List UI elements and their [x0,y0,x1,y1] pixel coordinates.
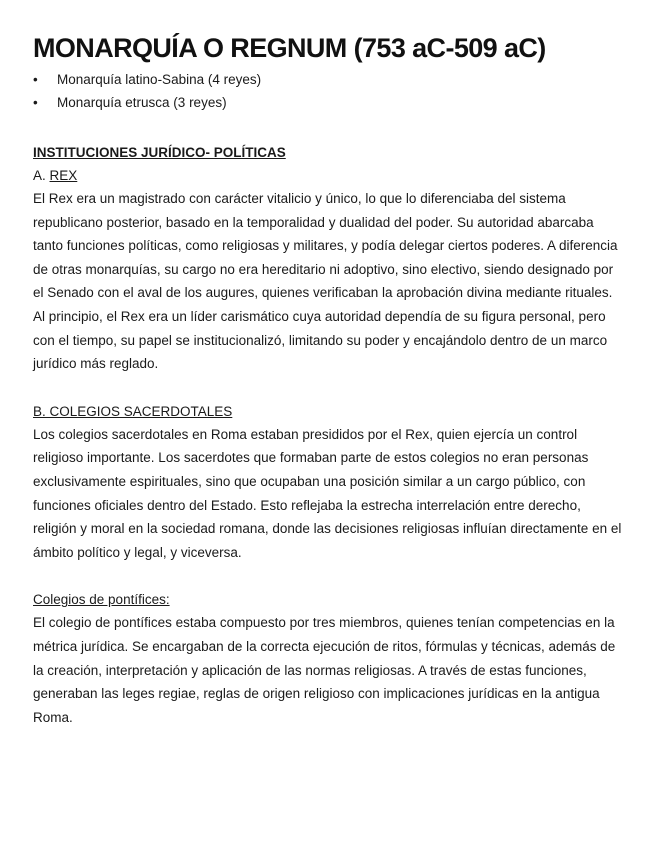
bullet-icon: • [33,95,38,110]
spacer [33,376,625,400]
paragraph-colegios: Los colegios sacerdotales en Roma estaban presididos por el Rex, quien ejercía un control religioso importante. Los sacerdotes que formaban parte de estos colegios no eran personas exclusivamente espirituales, sino que ocupaban una posición similar a un cargo público, con funciones oficiales dentro del Estado. Esto reflejaba la estrecha interrelación entre derecho, religión y moral en la sociedad romana, donde las decisiones religiosas influían directamente en el ámbito político y legal, y viceversa. [33,426,622,560]
list-item [33,91,625,114]
bullet-list [33,68,625,114]
document-page [33,30,625,729]
subsection-label: REX [49,168,78,183]
subsection-heading-colegios: B. COLEGIOS SACERDOTALES [33,403,233,419]
paragraph-pontifices: El colegio de pontífices estaba compuesto por tres miembros, quienes tenían competencias en la métrica jurídica. Se encargaban de la correcta ejecución de ritos, fórmulas y técnicas, además de la creación, interpretación y aplicación de las normas religiosas. A través de estas funciones, generaban las leges regiae, reglas de origen religioso con implicaciones jurídicas en la antigua Roma. [33,615,616,725]
list-item [33,68,625,91]
list-item-text: Monarquía latino-Sabina (4 reyes) [57,72,262,87]
page-title: MONARQUÍA O REGNUM (753 aC-509 aC) [33,33,546,63]
paragraph-rex: El Rex era un magistrado con carácter vitalicio y único, lo que lo diferenciaba del sistema republicano posterior, basado en la temporalidad y dualidad del poder. Su autoridad abarcaba tanto funciones políticas, como religiosas y militares, y podía delegar ciertos poderes. A diferencia de otras monarquías, su cargo no era hereditario ni adoptivo, sino electivo, siendo designado por el Senado con el aval de los augures, quienes verificaban la aprobación divina mediante rituales. Al principio, el Rex era un líder carismático cuya autoridad dependía de su figura personal, pero con el tiempo, su papel se institucionalizó, limitando su poder y encajándolo dentro de un marco jurídico más reglado. [33,191,618,372]
subsection-heading-pontifices: Colegios de pontífices: [33,592,170,608]
subsection-prefix: A. [33,168,50,183]
spacer [33,564,625,588]
subsection-heading-rex [33,164,625,187]
section-heading-institutions: INSTITUCIONES JURÍDICO- POLÍTICAS [33,145,286,160]
bullet-icon: • [33,72,38,87]
list-item-text: Monarquía etrusca (3 reyes) [57,95,227,110]
